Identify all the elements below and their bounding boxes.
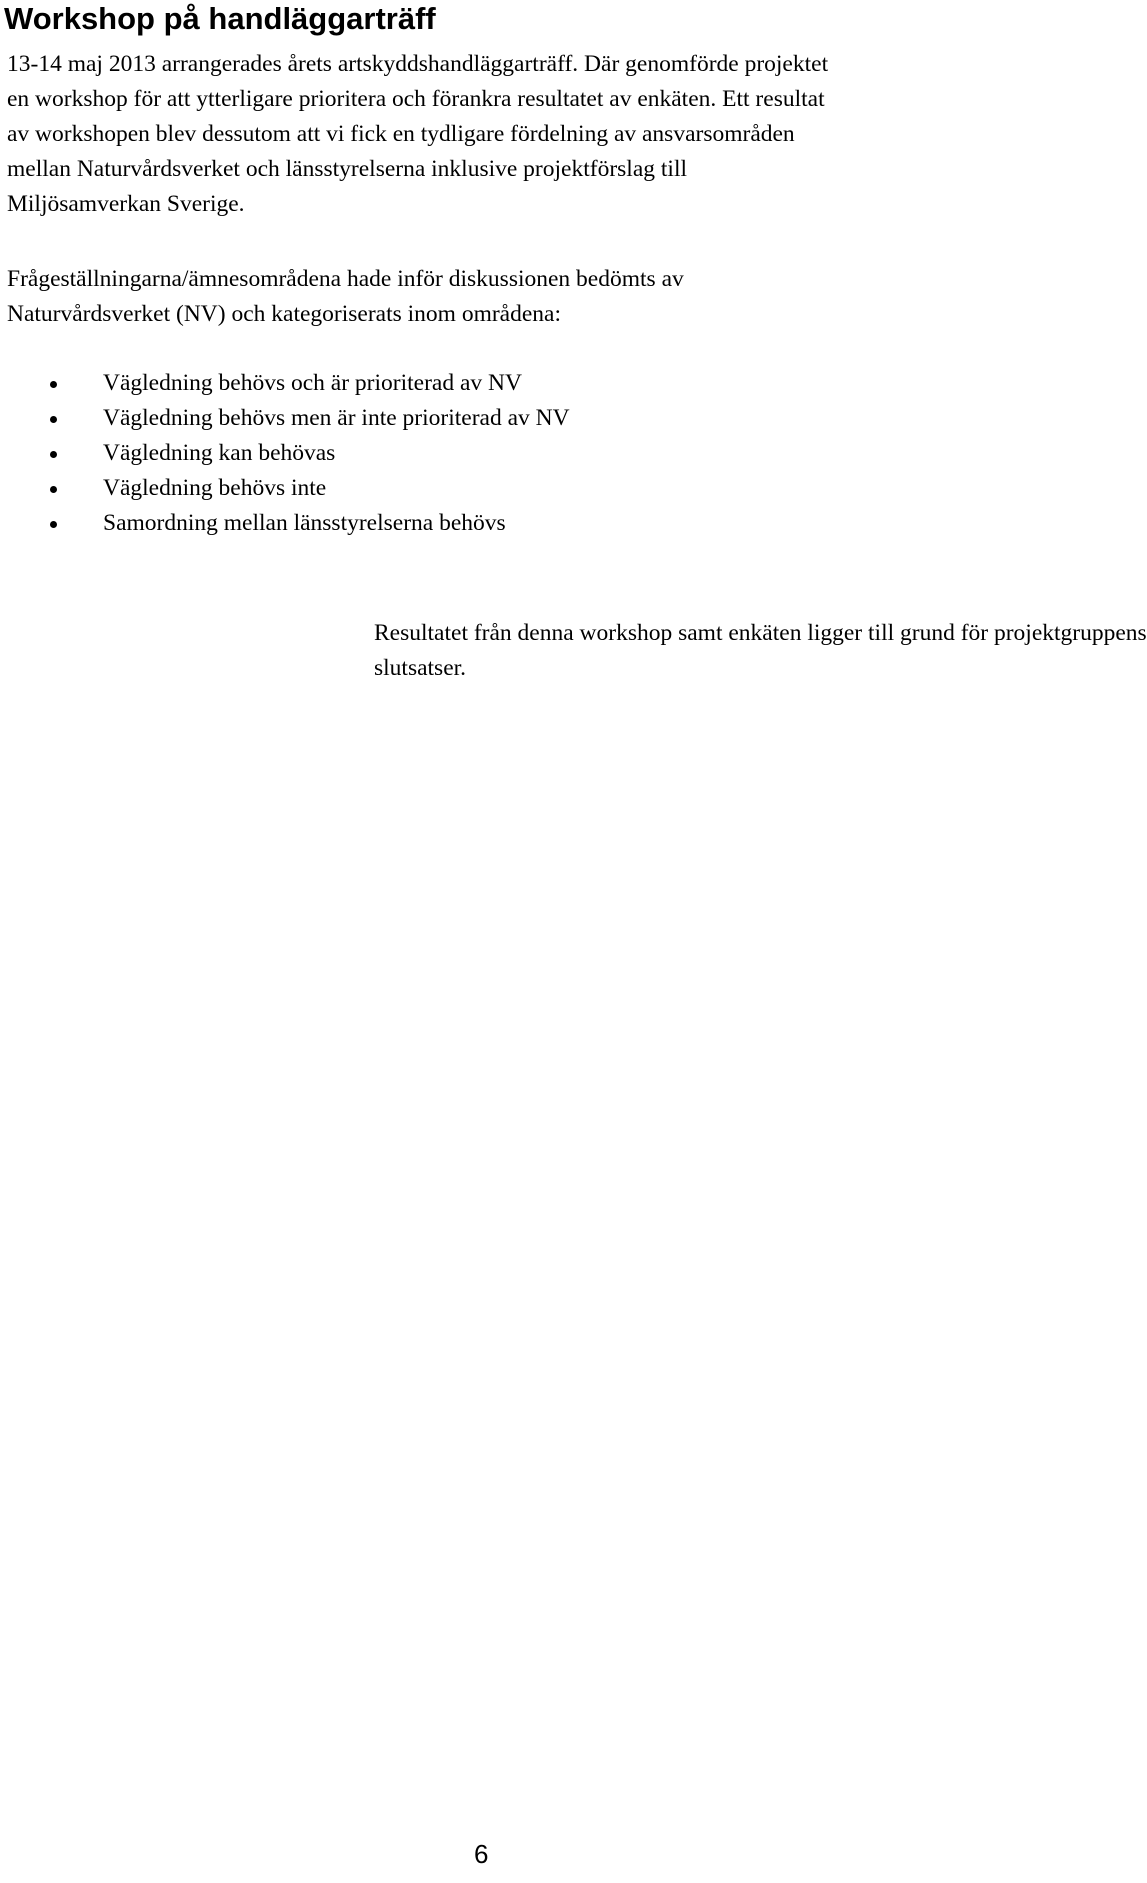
list-item-text: Samordning mellan länsstyrelserna behövs [103, 510, 506, 536]
category-list [50, 366, 570, 541]
bullet-icon [50, 486, 57, 493]
paragraph-line: av workshopen blev dessutom att vi fick en tydligare fördelning av ansvarsområden [7, 121, 795, 147]
list-item-text: Vägledning behövs och är prioriterad av NV [103, 370, 522, 396]
paragraph-line: Resultatet från denna workshop samt enkäten ligger till grund för projektgruppens [374, 620, 1147, 646]
bullet-icon [50, 381, 57, 388]
list-item [50, 436, 570, 471]
section-heading: Workshop på handläggarträff [4, 1, 436, 36]
paragraph-line: Miljösamverkan Sverige. [7, 191, 245, 217]
paragraph-conclusion [374, 616, 1147, 686]
page-number: 6 [474, 1839, 489, 1869]
list-item [50, 401, 570, 436]
bullet-icon [50, 451, 57, 458]
list-item-text: Vägledning behövs inte [103, 475, 327, 501]
list-item [50, 366, 570, 401]
paragraph-line: mellan Naturvårdsverket och länsstyrelserna inklusive projektförslag till [7, 156, 687, 182]
paragraph-line: slutsatser. [374, 655, 467, 681]
paragraph-line: Naturvårdsverket (NV) och kategoriserats inom områdena: [7, 301, 562, 327]
paragraph-line: Frågeställningarna/ämnesområdena hade inför diskussionen bedömts av [7, 266, 684, 292]
list-item [50, 471, 570, 506]
bullet-icon [50, 416, 57, 423]
list-item-text: Vägledning kan behövas [103, 440, 336, 466]
list-item-text: Vägledning behövs men är inte prioriterad av NV [103, 405, 570, 431]
list-item [50, 506, 570, 541]
paragraph-line: en workshop för att ytterligare prioritera och förankra resultatet av enkäten. Ett resultat [7, 86, 825, 112]
paragraph-intro [7, 47, 828, 222]
bullet-icon [50, 521, 57, 528]
paragraph-categories [7, 262, 684, 332]
paragraph-line: 13-14 maj 2013 arrangerades årets artskyddshandläggarträff. Där genomförde projektet [7, 51, 829, 77]
